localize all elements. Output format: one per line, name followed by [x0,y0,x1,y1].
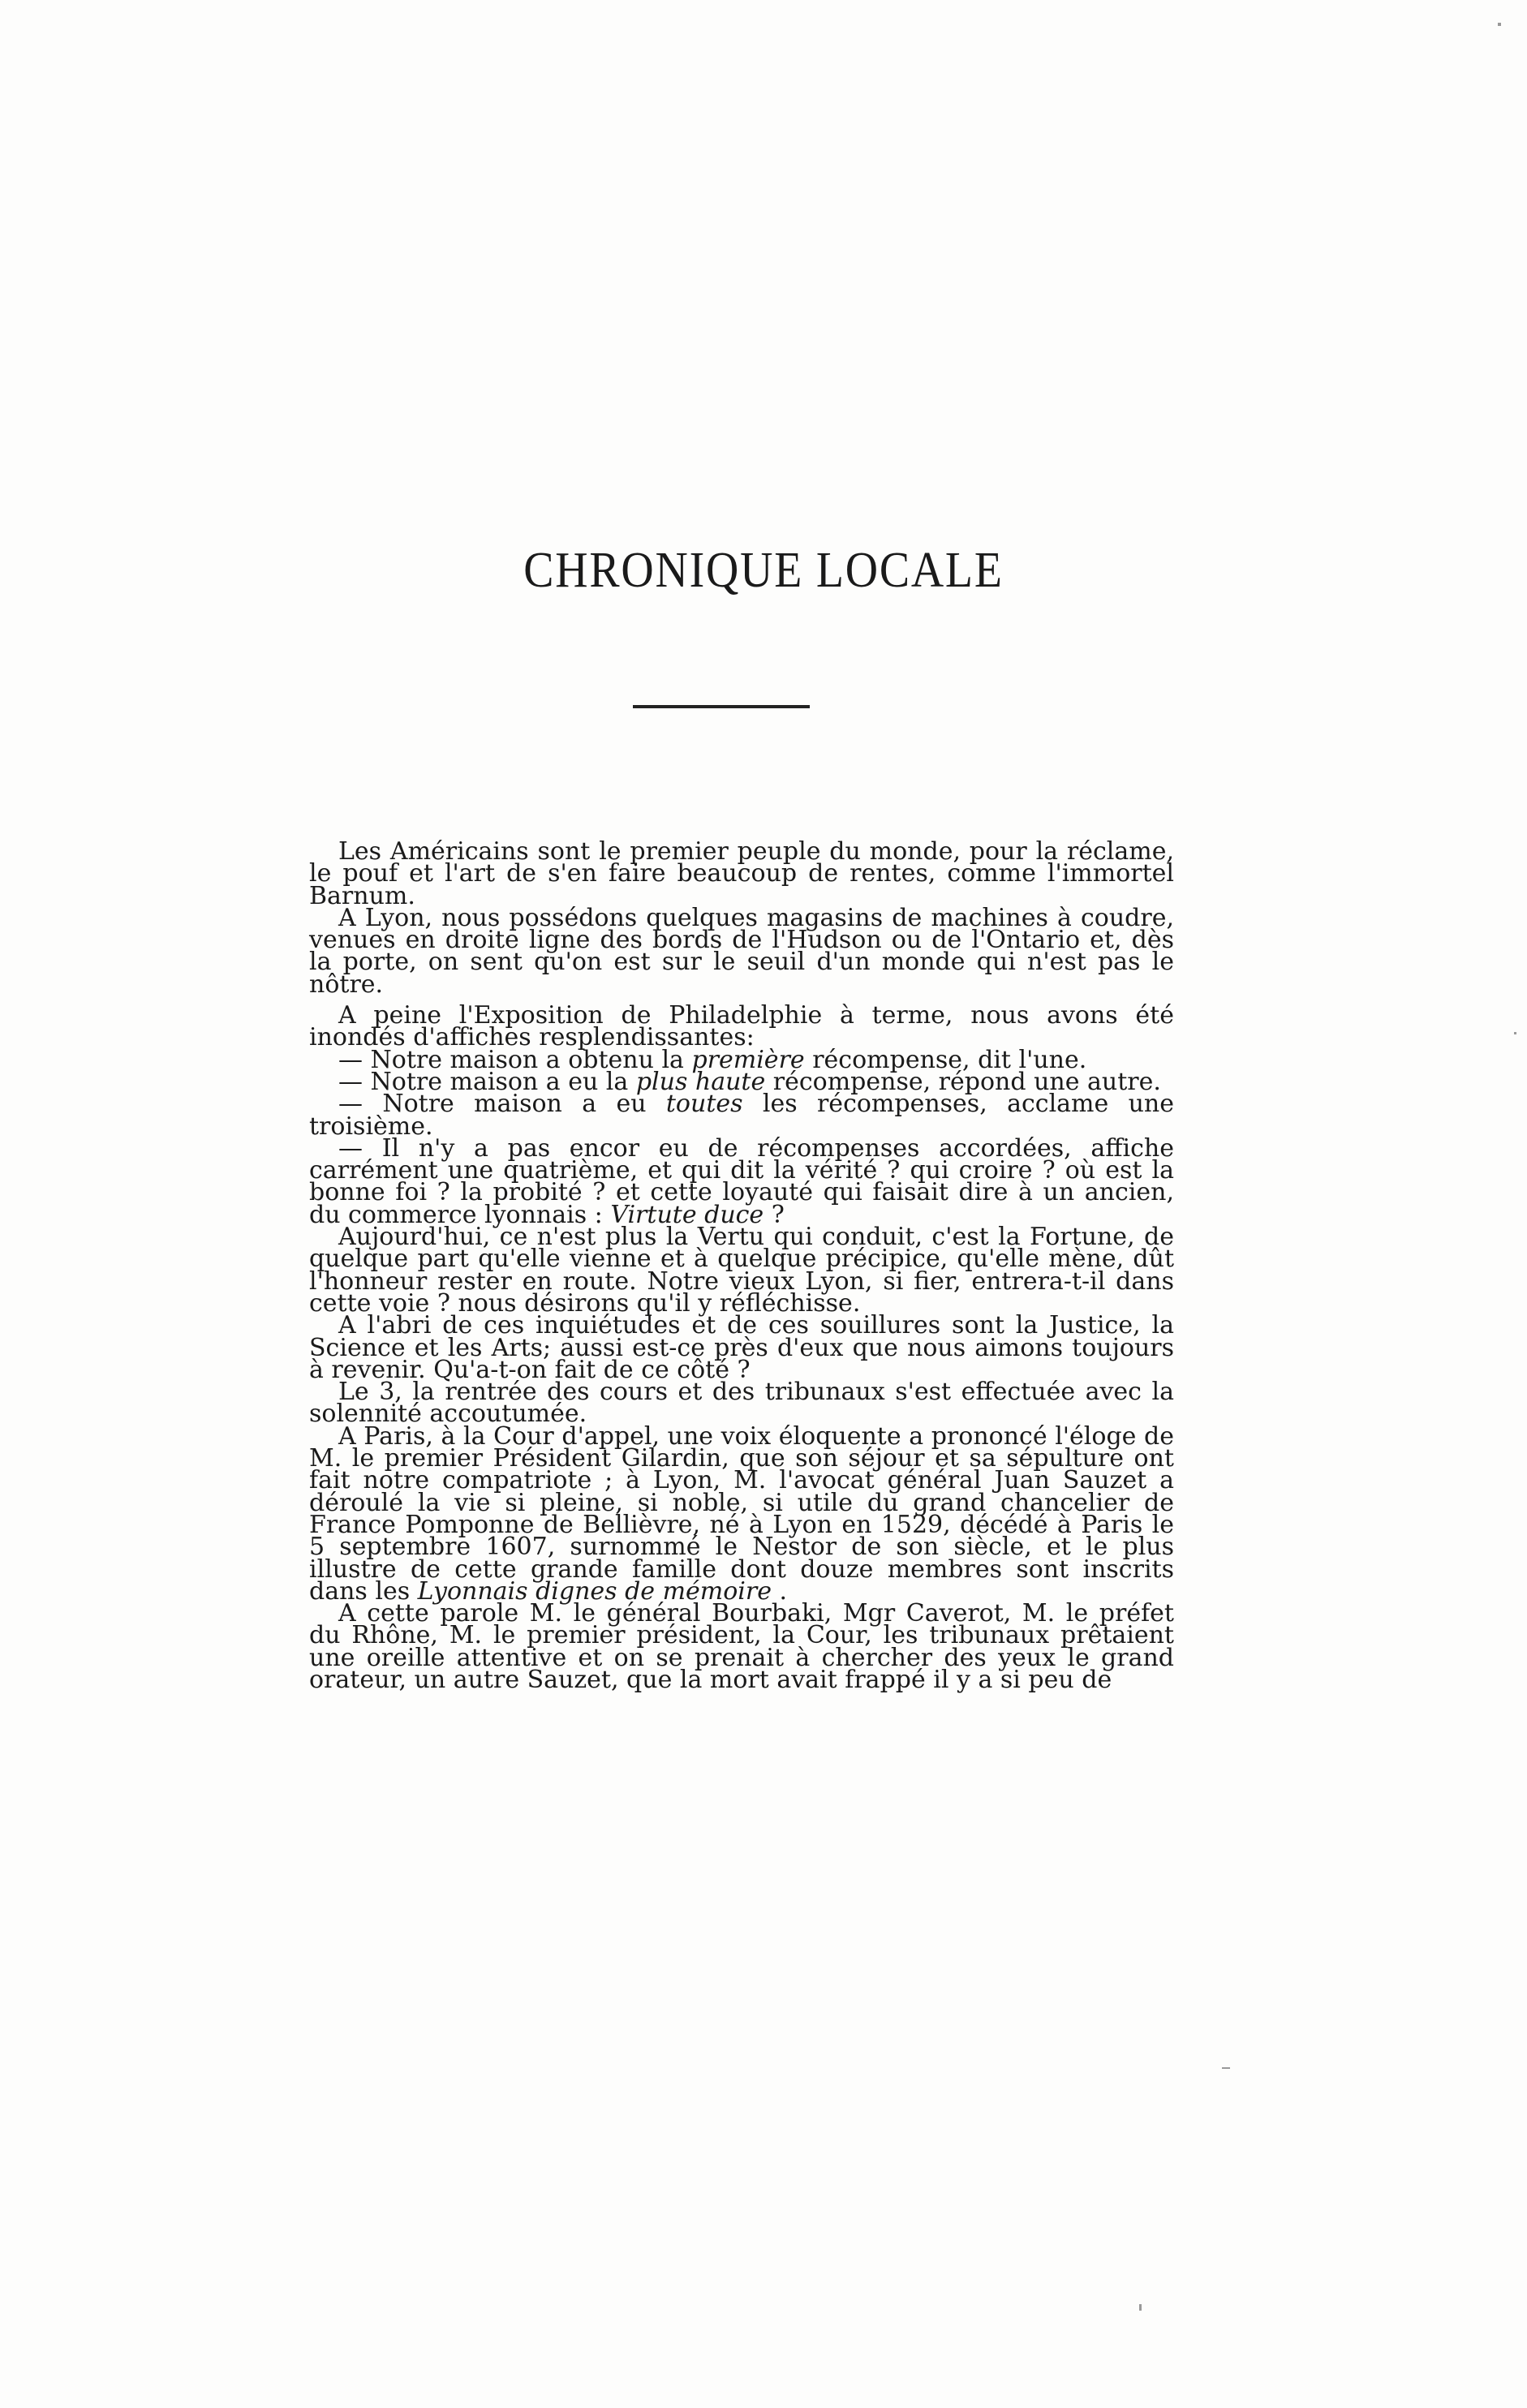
page-title: CHRONIQUE LOCALE [523,543,1004,598]
ink-speck [1139,2304,1142,2311]
paragraph-5: — Notre maison a eu la plus haute récompense, répond une autre. [338,1067,1161,1096]
article-body [309,837,1174,1694]
paragraph-3: A peine l'Exposition de Philadelphie à terme, nous avons été inondés d'affiches resplendissantes: [309,1001,1174,1052]
paragraph-8: Aujourd'hui, ce n'est plus la Vertu qui conduit, c'est la Fortune, de quelque part qu'elle vienne et à quelque précipice, qu'elle mène, dût l'honneur rester en route. Notre vieux Lyon, si fier, entrera-t-il dans cette voie ? nous désirons qu'il y réfléchisse. [309,1223,1174,1318]
ink-speck [1498,23,1501,26]
paragraph-10: Le 3, la rentrée des cours et des tribunaux s'est effectuée avec la solennité accoutumée. [309,1378,1174,1429]
paragraph-9: A l'abri de ces inquiétudes et de ces souillures sont la Justice, la Science et les Arts; aussi est-ce près d'eux que nous aimons toujours à revenir. Qu'a-t-on fait de ce côté ? [309,1311,1174,1384]
paragraph-2: A Lyon, nous possédons quelques magasins de machines à coudre, venues en droite ligne des bords de l'Hudson ou de l'Ontario et, dès la porte, on sent qu'on est sur le seuil d'un monde qui n'est pas le nôtre. [309,903,1174,999]
paragraph-6: — Notre maison a eu toutes les récompenses, acclame une troisième. [309,1090,1174,1141]
title-divider [633,705,810,708]
ink-speck [1514,1032,1516,1034]
paragraph-1: Les Américains sont le premier peuple du monde, pour la réclame, le pouf et l'art de s'en faire beaucoup de rentes, comme l'immortel Barnum. [309,837,1174,910]
ink-speck [1222,2067,1230,2069]
paragraph-12: A cette parole M. le général Bourbaki, Mgr Caverot, M. le préfet du Rhône, M. le premier président, la Cour, les tribunaux prêtaient une oreille attentive et on se prenait à chercher des yeux le grand orateur, un autre Sauzet, que la mort avait frappé il y a si peu de [309,1599,1174,1694]
paragraph-7: — Il n'y a pas encor eu de récompenses accordées, affiche carrément une quatrième, et qui dit la vérité ? qui croire ? où est la bonne foi ? la probité ? et cette loyauté qui faisait dire à un ancien, du commerce lyonnais : Virtute duce ? [309,1133,1174,1229]
paragraph-4: — Notre maison a obtenu la première récompense, dit l'une. [338,1045,1087,1074]
paragraph-11: A Paris, à la Cour d'appel, une voix éloquente a prononcé l'éloge de M. le premier Président Gilardin, que son séjour et sa sépulture ont fait notre compatriote ; à Lyon, M. l'avocat général Juan Sauzet a déroulé la vie si pleine, si noble, si utile du grand chancelier de France Pomponne de Bellièvre, né à Lyon en 1529, décédé à Paris le 5 septembre 1607, surnommé le Nestor de son siècle, et le plus illustre de cette grande famille dont douze membres sont inscrits dans les Lyonnais dignes de mémoire . [309,1421,1174,1606]
